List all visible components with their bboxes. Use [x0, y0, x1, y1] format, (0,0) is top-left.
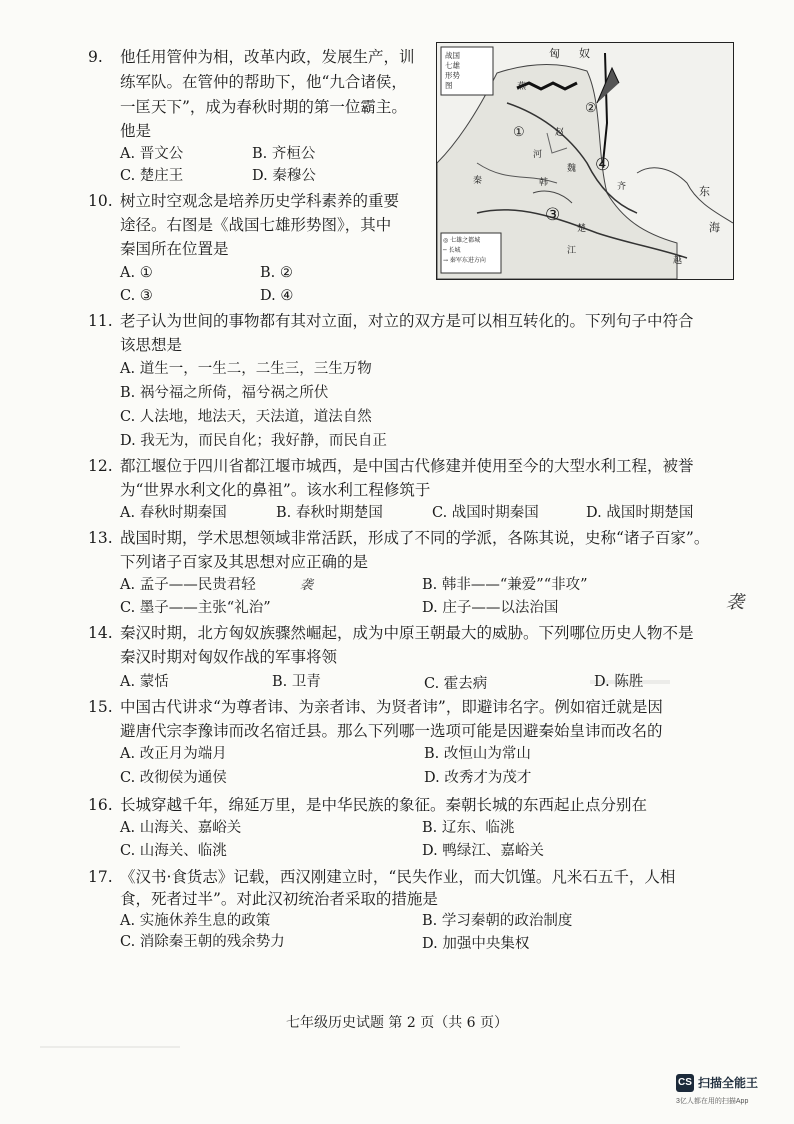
- q16-line-1: 16. 长城穿越千年，绵延万里，是中华民族的象征。秦朝长城的东西起止点分别在: [88, 796, 648, 814]
- q11-option-b[interactable]: B. 祸兮福之所倚，福兮祸之所伏: [120, 385, 329, 401]
- q9-line-2: 练军队。在管仲的帮助下，他“九合诸侯，: [120, 73, 407, 91]
- map-label-qi: 齐: [617, 182, 627, 192]
- q15-line-1: 15. 中国古代讲求“为尊者讳、为亲者讳、为贤者讳”，即避讳名字。例如宿迁就是因: [88, 698, 663, 716]
- q17-line-2: 食，死者过半”。对此汉初统治者采取的措施是: [120, 890, 438, 908]
- q12-option-c[interactable]: C. 战国时期秦国: [432, 505, 539, 521]
- map-label-zhao: 赵: [555, 128, 565, 138]
- q10-option-d[interactable]: D. ④: [260, 288, 294, 304]
- q10-line-1: 10. 树立时空观念是培养历史学科素养的重要: [88, 192, 400, 210]
- q11-line-1: 11. 老子认为世间的事物都有其对立面，对立的双方是可以相互转化的。下列句子中符合: [88, 312, 694, 330]
- q10-option-c[interactable]: C. ③: [120, 288, 153, 304]
- map-label-yan: 燕: [517, 82, 527, 92]
- q9-line-4: 他是: [120, 122, 152, 140]
- q13-line-2: 下列诸子百家及其思想对应正确的是: [120, 553, 369, 571]
- map-label-jiang: 江: [567, 246, 577, 256]
- map-label-dong: 东: [699, 185, 710, 198]
- map-label-qin: 秦: [473, 176, 483, 186]
- q14-option-a[interactable]: A. 蒙恬: [120, 674, 169, 690]
- handwritten-note-1: 袭: [300, 578, 314, 593]
- q16-option-a[interactable]: A. 山海关、嘉峪关: [120, 820, 242, 836]
- q17-line-1: 17. 《汉书·食货志》记载，西汉刚建立时，“民失作业，而大饥馑。凡米石五千，人相: [88, 868, 676, 886]
- q11-option-c[interactable]: C. 人法地，地法天，天法道，道法自然: [120, 409, 372, 425]
- camscanner-tagline: 3亿人都在用的扫描App: [676, 1098, 749, 1105]
- map-label-xiong: 匈: [549, 47, 560, 60]
- q15-option-a[interactable]: A. 改正月为端月: [120, 746, 227, 762]
- camscanner-brand: 扫描全能王: [698, 1076, 759, 1090]
- q13-option-b[interactable]: B. 韩非——“兼爱”“非攻”: [422, 577, 588, 593]
- q12-number: 12.: [88, 457, 113, 475]
- q16-option-d[interactable]: D. 鸭绿江、嘉峪关: [422, 843, 544, 859]
- q12-line-2: 为“世界水利文化的鼻祖”。该水利工程修筑于: [120, 481, 431, 499]
- map-label-chu: 楚: [577, 224, 587, 234]
- map-label-hai: 海: [709, 221, 720, 234]
- page-footer: 七年级历史试题 第 2 页（共 6 页）: [285, 1015, 509, 1031]
- scan-smudge: [40, 1046, 180, 1048]
- q14-line-2: 秦汉时期对匈奴作战的军事将领: [120, 648, 338, 666]
- map-marker-3: ③: [545, 205, 561, 225]
- q9-option-b[interactable]: B. 齐桓公: [252, 146, 316, 162]
- map-label-yue: 越: [673, 256, 683, 266]
- q14-option-b[interactable]: B. 卫青: [272, 674, 321, 690]
- map-label-he: 河: [533, 150, 543, 160]
- q15-line-2: 避唐代宗李豫讳而改名宿迁县。那么下列哪一选项可能是因避秦始皇讳而改名的: [120, 722, 663, 740]
- map-marker-2: ②: [585, 101, 597, 116]
- q17-number: 17.: [88, 868, 113, 886]
- q13-option-a[interactable]: A. 孟子——民贵君轻: [120, 577, 256, 593]
- q11-option-a[interactable]: A. 道生一，一生二，二生三，三生万物: [120, 361, 372, 377]
- map-label-wei: 魏: [567, 164, 577, 174]
- q14-option-d[interactable]: D. 陈胜: [594, 674, 644, 690]
- q13-option-c[interactable]: C. 墨子——主张“礼治”: [120, 600, 271, 616]
- q10-option-a[interactable]: A. ①: [120, 265, 153, 281]
- map-marker-4: ④: [595, 155, 611, 175]
- q15-option-c[interactable]: C. 改彻侯为通侯: [120, 770, 227, 786]
- q10-number: 10.: [88, 192, 113, 210]
- map-label-han: 韩: [539, 178, 549, 188]
- q16-number: 16.: [88, 796, 113, 814]
- map-marker-1: ①: [513, 125, 525, 140]
- q13-number: 13.: [88, 529, 113, 547]
- map-legend: 战国 七雄 形势 图: [445, 51, 460, 90]
- scan-smudge: [590, 680, 670, 684]
- q9-number: 9.: [88, 48, 103, 66]
- q15-number: 15.: [88, 698, 113, 716]
- q10-line-3: 秦国所在位置是: [120, 240, 229, 258]
- q17-option-a[interactable]: A. 实施休养生息的政策: [120, 913, 271, 929]
- q16-option-c[interactable]: C. 山海关、临洮: [120, 843, 227, 859]
- q12-line-1: 12. 都江堰位于四川省都江堰市城西，是中国古代修建并使用至今的大型水利工程，被誉: [88, 457, 694, 475]
- warring-states-map: [436, 42, 734, 280]
- q11-line-2: 该思想是: [120, 336, 183, 354]
- q14-line-1: 14. 秦汉时期，北方匈奴族骤然崛起，成为中原王朝最大的威胁。下列哪位历史人物不是: [88, 624, 694, 642]
- q17-option-b[interactable]: B. 学习秦朝的政治制度: [422, 913, 573, 929]
- q12-option-d[interactable]: D. 战国时期楚国: [586, 505, 694, 521]
- q9-option-c[interactable]: C. 楚庄王: [120, 168, 184, 184]
- camscanner-logo-icon: CS: [676, 1074, 694, 1092]
- q15-option-d[interactable]: D. 改秀才为茂才: [424, 770, 532, 786]
- q12-option-b[interactable]: B. 春秋时期楚国: [276, 505, 383, 521]
- q13-line-1: 13. 战国时期，学术思想领域非常活跃，形成了不同的学派，各陈其说，史称“诸子百家”。: [88, 529, 710, 547]
- q13-option-d[interactable]: D. 庄子——以法治国: [422, 600, 559, 616]
- q10-line-2: 途径。右图是《战国七雄形势图》，其中: [120, 216, 392, 234]
- q9-line-3: 一匡天下”，成为春秋时期的第一位霸主。: [120, 98, 407, 116]
- q16-option-b[interactable]: B. 辽东、临洮: [422, 820, 515, 836]
- q9-line-1: 9. 他任用管仲为相，改革内政，发展生产，训: [88, 48, 415, 66]
- q14-number: 14.: [88, 624, 113, 642]
- handwritten-note-2: 袭: [726, 592, 744, 613]
- q17-option-c[interactable]: C. 消除秦王朝的残余势力: [120, 934, 285, 950]
- q11-number: 11.: [88, 312, 113, 330]
- q9-option-d[interactable]: D. 秦穆公: [252, 168, 316, 184]
- q15-option-b[interactable]: B. 改恒山为常山: [424, 746, 531, 762]
- q10-option-b[interactable]: B. ②: [260, 265, 293, 281]
- q11-option-d[interactable]: D. 我无为，而民自化；我好静，而民自正: [120, 433, 387, 449]
- map-key: ◎ 七雄之都城 ─ 长城 → 秦军东进方向: [443, 237, 486, 264]
- q12-option-a[interactable]: A. 春秋时期秦国: [120, 505, 227, 521]
- map-label-nu: 奴: [579, 47, 590, 60]
- q17-option-d[interactable]: D. 加强中央集权: [422, 936, 530, 952]
- q9-option-a[interactable]: A. 晋文公: [120, 146, 184, 162]
- q14-option-c[interactable]: C. 霍去病: [424, 676, 488, 692]
